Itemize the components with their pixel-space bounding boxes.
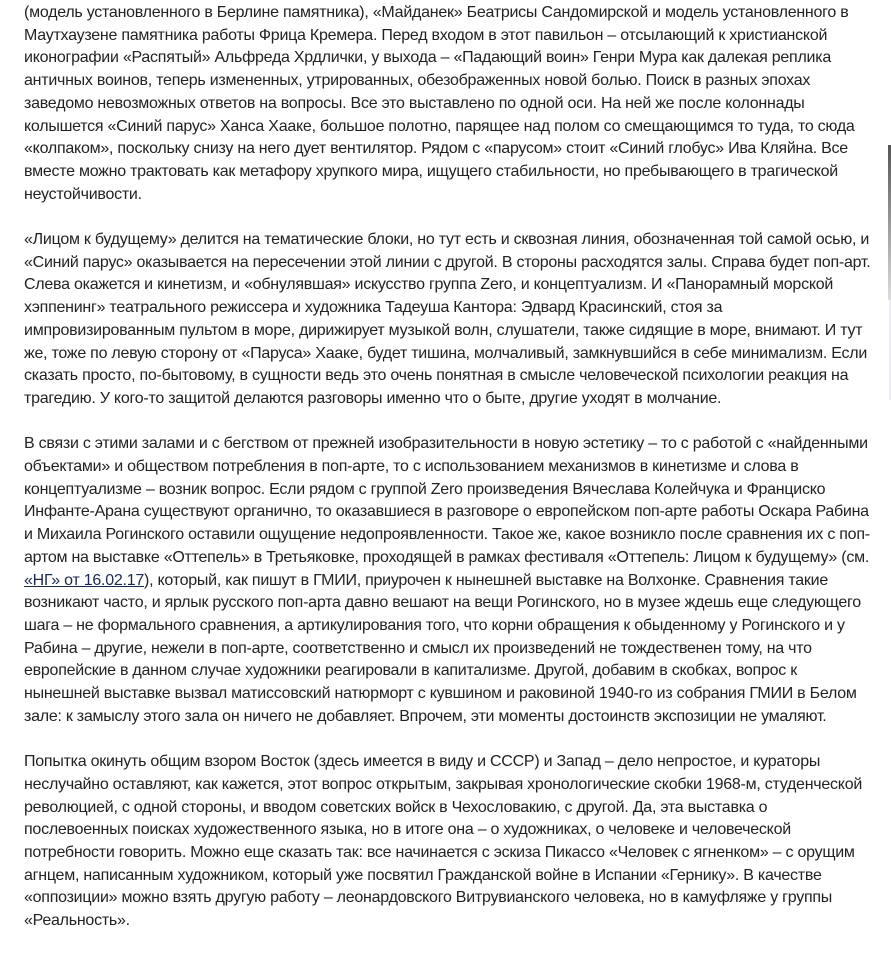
- paragraph-text-after-link: ), который, как пишут в ГМИИ, приурочен к нынешней выставке на Волхонке. Сравнения такие возникают часто, и ярлык русского поп-арта давно вешают на вещи Рогинского, но в музее ждешь еще следующего шага – не формального сравнения, а артикулирования того, что корни обращения к обыденному у Рогинского и у Рабина – другие, нежели в поп-арте, соответственно и смысл их произведений не тождественен тому, на что европейские в данном случае художники реагировали в капитализме. Другой, добавим в скобках, вопрос к нынешней выставке вызвал матиссовский натюрморт с кувшином и раковиной 1940-го из собрания ГМИИ в Белом зале: к замыслу этого зала он ничего не добавляет. Впрочем, эти моменты достоинств экспозиции не умаляют.: [24, 571, 861, 725]
- article-paragraph-1: (модель установленного в Берлине памятника), «Майданек» Беатрисы Сандомирской и модель установленного в Маутхаузене памятника работы Фрица Кремера. Перед входом в этот павильон – отсылающий к христианской иконографии «Распятый» Альфреда Хрдлички, у выхода – «Падающий воин» Генри Мура как далекая реплика античных воинов, теперь измененных, утрированных, обезображенных новой болью. Поиск в разных эпохах заведомо невозможных ответов на вопросы. Все это выставлено по одной оси. На ней же после колоннады колышется «Синий парус» Ханса Хааке, большое полотно, парящее над полом со смещающимся то туда, то сюда «колпаком», поскольку снизу на него дует вентилятор. Рядом с «парусом» стоит «Синий глобус» Ива Кляйна. Все вместе можно трактовать как метафору хрупкого мира, ищущего стабильности, но пребывающего в трагической неустойчивости.: [24, 4, 855, 203]
- article-paragraph-3: [24, 433, 874, 728]
- article-body: [24, 2, 874, 955]
- article-paragraph-2: «Лицом к будущему» делится на тематические блоки, но тут есть и сквозная линия, обозначенная той самой осью, и «Синий парус» оказывается на пересечении этой линии с другой. В стороны расходятся залы. Справа будет поп-арт. Слева окажется и кинетизм, и «обнулявшая» искусство группа Zero, и концептуализм. И «Панорамный морской хэппенинг» театрального режиссера и художника Тадеуша Кантора: Эдвард Красинский, стоя за импровизированным пультом в море, дирижирует музыкой волн, слушатели, также сидящие в море, внимают. И тут же, тоже по левую сторону от «Паруса» Хааке, будет тишина, молчаливый, замкнувшийся в себе минимализм. Если сказать просто, по-бытовому, в сущности ведь это очень понятная в смысле человеческой психологии реакция на трагедию. У кого-то защитой делаются разговоры именно что о быте, другие уходят в молчание.: [24, 231, 871, 407]
- paragraph-text-before-link: В связи с этими залами и с бегством от прежней изобразительности в новую эстетику – то с работой с «найденными объектами» и обществом потребления в поп-арте, то с использованием механизмов в кинетизме и слова в концептуализме – возник вопрос. Если рядом с группой Zero произведения Вячеслава Колейчука и Франциско Инфанте-Арана существуют органично, то оказавшиеся в разговоре о европейском поп-арте работы Оскара Рабина и Михаила Рогинского оставили ощущение недопроявленности. Такое же, какое возникло после сравнения их с поп-артом на выставке «Оттепель» в Третьяковке, проходящей в рамках фестиваля «Оттепель: Лицом к будущему» (см.: [24, 435, 870, 566]
- article-paragraph-4: Попытка окинуть общим взором Восток (здесь имеется в виду и СССР) и Запад – дело непростое, и кураторы неслучайно оставляют, как кажется, этот вопрос открытым, закрывая хронологические скобки 1968-м, студенческой революцией, с одной стороны, и вводом советских войск в Чехословакию, с другой. Да, эта выставка о послевоенных поисках художественного языка, но в итоге она – о художниках, о человеке и человеческой потребности говорить. Можно еще сказать так: все начинается с эскиза Пикассо «Человек с ягненком» – с орущим агнцем, написанным художником, который уже посвятил Гражданской войне в Испании «Гернику». В качестве «оппозиции» можно взять другую работу – леонардовского Витрувианского человека, но в камуфляже у группы «Реальность».: [24, 753, 863, 930]
- ng-article-link[interactable]: «НГ» от 16.02.17: [24, 571, 144, 589]
